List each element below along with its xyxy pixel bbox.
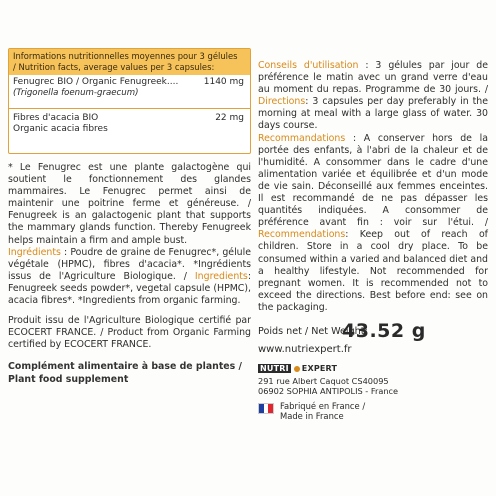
nutrition-row-fenugreek: Fenugrec BIO / Organic Fenugreek.... 1140 mg (Trigonella foenum-graecum) — [9, 75, 250, 109]
nutrition-header — [9, 49, 250, 75]
recommandations-label: Recommandations — [258, 132, 346, 144]
website-link[interactable]: www.nutriexpert.fr — [258, 343, 352, 355]
nutrition-header-en: / Nutrition facts, average values per 3 capsules: — [13, 62, 215, 72]
directions-label: Directions — [258, 96, 306, 108]
recommendations-paragraph — [258, 133, 488, 314]
net-weight-label: Poids net / Net Weight: — [258, 325, 368, 337]
net-weight-value: 43.52 g — [342, 319, 426, 342]
nutrition-header-fr: Informations nutritionnelles moyennes pour 3 gélules — [13, 51, 238, 61]
acacia-name: Fibres d'acacia BIO — [13, 113, 99, 123]
ingredients-text-fr: : Poudre de graine de Fenugrec*, gélule végétale (HPMC), fibres d'acacia*. *Ingrédients issus de l'Agriculture Biologique. / — [8, 246, 251, 282]
ingredients-label-en: Ingredients — [194, 270, 248, 282]
nutrition-row-acacia — [9, 109, 250, 137]
acacia-value: 22 mg — [215, 113, 244, 123]
made-in-en: Made in France — [280, 411, 344, 422]
ingredients-text-en: : Fenugreek seeds powder*, vegetal capsule (HPMC), acacia fibres*. *Ingredients from organic farming. — [8, 270, 251, 307]
conseils-text: : 3 gélules par jour de préférence le matin avec un grand verre d'eau au moment du repas. Programme de 30 jours. / — [258, 60, 488, 96]
made-in-france — [258, 401, 488, 425]
net-weight — [258, 320, 488, 342]
fenugreek-name: Fenugrec BIO / Organic Fenugreek — [13, 77, 167, 87]
brand-block — [258, 363, 488, 399]
ingredients-label-fr: Ingrédients — [8, 246, 61, 258]
brand-dot-icon — [294, 366, 300, 372]
left-column — [8, 48, 251, 386]
directions-text: : 3 capsules per day preferably in the morning at meal with a large glass of water. 30 days course. — [258, 96, 488, 132]
recommendations-label: Recommendations — [258, 229, 346, 241]
france-flag-icon — [258, 403, 274, 414]
supplement-statement: Complément alimentaire à base de plantes / Plant food supplement — [8, 361, 242, 385]
brand-expert: EXPERT — [301, 364, 338, 374]
nutrition-table — [8, 48, 251, 154]
made-in-text — [280, 401, 365, 422]
fenugreek-latin: (Trigonella foenum-graecum) — [13, 88, 139, 98]
usage-paragraph — [258, 60, 488, 133]
address-line-1: 291 rue Albert Caquot CS40095 — [258, 375, 389, 386]
conseils-label: Conseils d'utilisation — [258, 60, 359, 71]
recommendations-text: : Keep out of reach of children. Store in a cool dry place. To be consumed within a varied and balanced diet and a healthy lifestyle. Not recommended for pregnant women. It is recommended not to exceed the directions. Best before end: see on the packaging. — [258, 229, 488, 313]
made-in-fr: Fabriqué en France / — [280, 400, 366, 411]
nutriexpert-logo — [258, 363, 337, 375]
ingredients-paragraph — [8, 247, 251, 307]
company-address — [258, 376, 398, 397]
fenugreek-value: 1140 mg — [203, 77, 244, 87]
recommandations-text: : A conserver hors de la portée des enfants, à l'abri de la chaleur et de l'humidité. A consommer dans le cadre d'une alimentation variée et équilibrée et d'un mode de vie sain. Déconseillé aux femmes enceintes. Il est recommandé de ne pas dépasser les quantités indiquées. A consommer de préférence avant fin : voir sur l'étui. / — [258, 132, 488, 229]
right-column — [258, 60, 488, 425]
address-line-2: 06902 SOPHIA ANTIPOLIS - France — [258, 386, 399, 397]
product-description: * Le Fenugrec est une plante galactogène qui soutient le fonctionnement des glandes mammaires. Le Fenugrec permet ainsi de maintenir une poitrine ferme et généreuse. / Fenugreek is an galactogenic plant that supports the mammary glands function. Thereby Fenugreek helps maintain a firm and ample bust. — [8, 162, 251, 246]
organic-certification: Produit issu de l'Agriculture Biologique certifié par ECOCERT FRANCE. / Product from Organic Farming certified by ECOCERT FRANCE. — [8, 315, 251, 351]
brand-nutri: NUTRI — [260, 364, 289, 374]
acacia-name-en: Organic acacia fibres — [13, 124, 108, 134]
